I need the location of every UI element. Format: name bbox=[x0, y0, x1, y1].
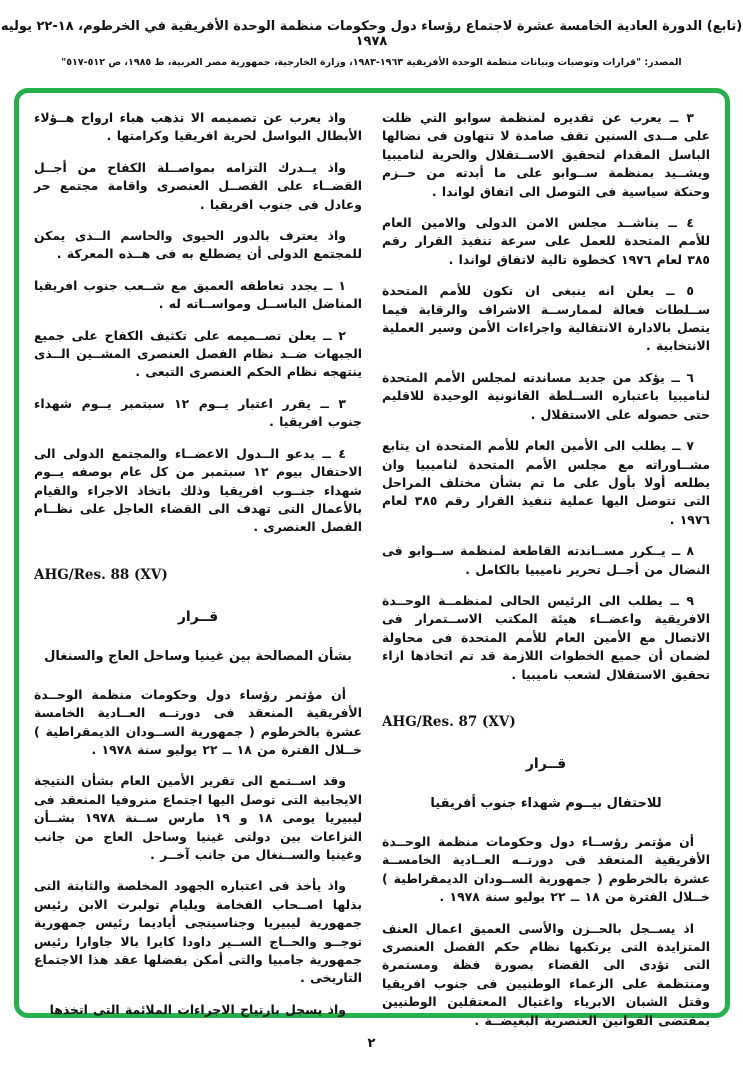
column-right bbox=[382, 109, 710, 1028]
resolution-label: AHG/Res. 88 (XV) bbox=[34, 566, 168, 583]
paragraph: ١ ــ يجدد تعاطفه العميق مع شــعب جنوب افريقيا المناضل الباســل ومواســاته له . bbox=[34, 277, 362, 312]
paragraph: واذ يــدرك التزامه بمواصــلة الكفاح من أجــل القضــاء على الفصــل العنصرى واقامة مجتمع حر وعادل فى جنوب افريقيا . bbox=[34, 159, 362, 212]
paragraph: ٤ ــ يدعو الــدول الاعضــاء والمجتمع الدولى الى الاحتفال بيوم ١٢ سبتمبر من كل عام بوصفه يــوم شهداء جنــوب افريقيا وذلك باتخاذ الاجراء والقيام بالأعمال التى تهدف الى القضاء العاجل على نظــام الفصل العنصرى . bbox=[34, 445, 362, 535]
resolution-heading: قــرار bbox=[177, 608, 219, 625]
paragraph: ٣ ــ يعرب عن تقديره لمنظمة سوابو التي ظلت على مــدى السنين تقف صامدة لا تتهاون فى نضالها الباسل المقدام لتحقيق الاســتقلال والحرية لناميبيا ويشــيد بمنظمة ســوابو على ما أبدته من حــزم وحنكة سياسية فى التوصل الى اتفاق لواندا . bbox=[382, 110, 710, 199]
header-source-line: المصدر: "قرارات وتوصيات وبيانات منظمة الوحدة الأفريقية ١٩٦٣-١٩٨٣، وزارة الخارجية، جمهورية مصر العربية، ط ١٩٨٥، ص ٥١٢-٥١٧" bbox=[61, 57, 682, 68]
paragraph: ٢ ــ يعلن تصــميمه على تكثيف الكفاح على جميع الجبهات ضــد نظام الفصل العنصرى المشــين الــذى ينتهجه نظام الحكم العنصرى التبعى . bbox=[34, 327, 362, 380]
paragraph: اذ يســجل بالحــزن والأسى العميق اعمال العنف المتزايدة التى يرتكبها نظام حكم الفصل العنصرى التى تؤدى الى القضاء بصورة فظة ومستمرة ومنتظمة على الزعماء الوطنيين فى جنوب افريقيا وقتل الشبان الابرياء واغتيال المعتقلين الوطنيين بمقتضى القوانين العنصرية البغيضــة . bbox=[382, 920, 710, 1028]
paragraph: واذ يسجل بارتياح الاجراءات الملائمة التى اتخذها bbox=[49, 1001, 346, 1017]
columns bbox=[34, 109, 710, 1028]
paragraph: أن مؤتمر رؤســاء دول وحكومات منظمة الوحــدة الأفريقية المنعقد فى دورتــه العــادية الخامســة عشرة بالخرطوم ( جمهورية الســودان الديمقراطية ) خــلال الفترة من ١٨ ــ ٢٢ يوليو سنة ١٩٧٨ . bbox=[382, 833, 710, 905]
column-left bbox=[34, 109, 362, 1017]
page-number: ٢ bbox=[367, 1036, 376, 1051]
resolution-label: AHG/Res. 87 (XV) bbox=[382, 713, 516, 730]
resolution-subtitle: للاحتفال بيــوم شهداء جنوب أفريقيا bbox=[430, 795, 662, 811]
paragraph: واذ يأخذ فى اعتباره الجهود المخلصة والثابتة التى بذلها اصــحاب الفخامة ويليام تولبرت الابن رئيس جمهورية ليبيريا وجناسينجى أياديما رئيس جمهورية توجــو والحــاج الســير داودا كايرا بالا جاوارا رئيس جمهورية جامبيا والتى أمكن بفضلها عقد هذا الاجتماع التاريخى . bbox=[34, 878, 362, 986]
paragraph: ٩ ــ يطلب الى الرئيس الحالى لمنظمــة الوحــدة الافريقية واعضــاء هيئة المكتب الاســتمرار فى الاتصال مع الأمين العام للأمم المتحدة فى محاولة لضمان أن جميع الخطوات اللازمة قد تم اتخاذها ازاء تحقيق الاستقلال لشعب ناميبيا . bbox=[382, 592, 710, 682]
paragraph: ٦ ــ يؤكد من جديد مساندته لمجلس الأمم المتحدة لناميبيا باعتباره الســلطة القانونية الوحيدة للاقليم حتى حصوله على الاستقلال . bbox=[382, 369, 710, 422]
paragraph: ٣ ــ يقرر اعتبار يــوم ١٢ سبتمبر يــوم شهداء جنوب افريقيا . bbox=[34, 395, 362, 430]
green-border-frame bbox=[14, 88, 730, 1028]
resolution-heading: قــرار bbox=[525, 755, 567, 772]
document-header bbox=[0, 0, 743, 68]
paragraph: ٤ ــ يناشــد مجلس الامن الدولى والامين العام للأمم المتحدة للعمل على سرعة تنفيذ القرار رقم ٣٨٥ لعام ١٩٧٦ كخطوة تالية لاتفاق لواندا . bbox=[382, 215, 710, 267]
paragraph: وقد اســتمع الى تقرير الأمين العام بشأن النتيجة الايجابية التى توصل اليها اجتماع منروفيا المنعقد فى ليبيريا يومى ١٨ و ١٩ مارس ســنة ١٩٧٨ بشــأن النزاعات بين دولتى غينيا وساحل العاج من جانب وغينيا والســنغال من جانب آخــر . bbox=[34, 773, 362, 862]
paragraph: واذ يعترف بالدور الحيوى والحاسم الــذى يمكن للمجتمع الدولى أن يضطلع به فى هــذه المعركة . bbox=[34, 228, 362, 262]
paragraph: أن مؤتمر رؤساء دول وحكومات منظمة الوحــدة الأفريقية المنعقد فى دورتــه العــادية الخامسة عشرة بالخرطوم ( جمهورية الســودان الديمقراطية ) خــلال الفترة من ١٨ ــ ٢٢ يوليو سنة ١٩٧٨ . bbox=[34, 686, 362, 757]
resolution-subtitle: بشأن المصالحة بين غينيا وساحل العاج والسنغال bbox=[44, 648, 352, 664]
paragraph: ٨ ــ يــكرر مســاندته القاطعة لمنظمة ســوابو فى النضال من أجــل تحرير ناميبيا بالكامل . bbox=[382, 543, 710, 577]
header-session-title: (تابع) الدورة العادية الخامسة عشرة لاجتماع رؤساء دول وحكومات منظمة الوحدة الأفريقية في الخرطوم، ١٨-٢٢ يوليه ١٩٧٨ bbox=[0, 19, 743, 49]
paragraph: واذ يعرب عن تصميمه الا تذهب هباء ارواح هــؤلاء الأبطال البواسل لحرية افريقيا وكرامتها . bbox=[34, 110, 362, 144]
paragraph: ٥ ــ يعلن انه ينبغى ان تكون للأمم المتحدة ســلطات فعالة لممارســة الاشراف والرقابة فيما يتصل بالادارة الانتقالية واجراءات الأمن وسير العملية الانتخابية . bbox=[382, 283, 710, 354]
paragraph: ٧ ــ يطلب الى الأمين العام للأمم المتحدة ان يتابع مشــاوراته مع مجلس الأمم المتحدة لناميبيا وان يطلعه أولا بأول على ما تم بشأن مختلف المراحل التى تتوصل اليها عملية تنفيذ القرار رقم ٣٨٥ لعام ١٩٧٦ . bbox=[382, 438, 710, 527]
